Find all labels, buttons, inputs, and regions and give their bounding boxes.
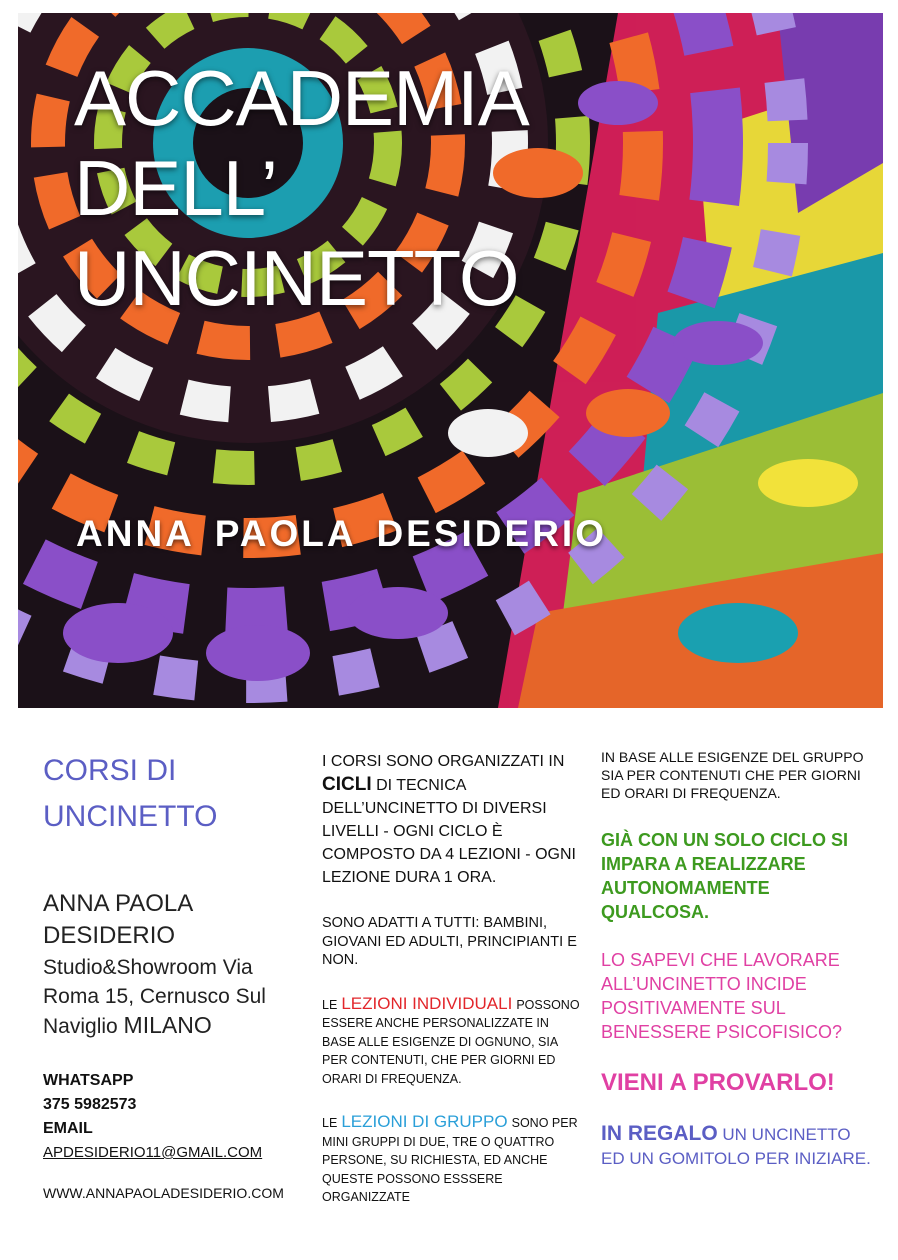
group-prefix: LE [322,1116,338,1130]
individual-highlight: LEZIONI INDIVIDUALI [341,993,513,1013]
middle-column [322,740,584,1207]
city: MILANO [123,1012,212,1038]
gift-lead: IN REGALO [601,1122,718,1145]
author-name: ANNA PAOLA DESIDERIO [43,890,192,949]
right-column [601,740,871,1171]
cycles-text-a: I CORSI SONO ORGANIZZATI IN [322,753,565,770]
cycles-text-b: DI TECNICA DELL’UNCINETTO DI DIVERSI LIVELLI - OGNI CICLO È COMPOSTO DA 4 LEZIONI - OGNI LEZIONE DURA 1 ORA. [322,777,576,886]
cycles-paragraph [322,750,584,889]
individual-paragraph [322,995,584,1089]
gift-text: UN UNCINETTO ED UN GOMITOLO PER INIZIARE. [601,1125,871,1168]
left-column [43,740,313,1203]
hero-author: ANNA PAOLA DESIDERIO [76,513,607,554]
courses-title: CORSI DI UNCINETTO [43,754,218,833]
address-line: Studio&Showroom Via Roma 15, Cernusco Sul Naviglio [43,956,266,1038]
group-paragraph [322,1113,584,1207]
hero-image [18,13,883,708]
individual-text: POSSONO ESSERE ANCHE PERSONALIZZATE IN BASE ALLE ESIGENZE DI OGNUNO, SIA PER CONTENUTI, CHE PER GIORNI ED ORARI DI FREQUENZA. [322,997,580,1086]
group-continuation: IN BASE ALLE ESIGENZE DEL GRUPPO SIA PER CONTENUTI CHE PER GIORNI ED ORARI DI FREQUENZA. [601,749,864,801]
whatsapp-label: WHATSAPP [43,1072,134,1089]
individual-prefix: LE [322,997,338,1012]
audience-paragraph: SONO ADATTI A TUTTI: BAMBINI, GIOVANI ED ADULTI, PRINCIPIANTI E NON. [322,915,577,968]
wellbeing-question: LO SAPEVI CHE LAVORARE ALL’UNCINETTO INCIDE POSITIVAMENTE SUL BENESSERE PSICOFISICO? [601,950,843,1042]
group-text: SONO PER MINI GRUPPI DI DUE, TRE O QUATTRO PERSONE, SU RICHIESTA, ED ANCHE QUESTE POSSONO ESSSERE ORGANIZZATE [322,1116,578,1204]
title-line-3: UNCINETTO [74,234,519,322]
contact-block [43,1069,313,1165]
email-label: EMAIL [43,1120,93,1137]
gift-note [601,1122,871,1171]
one-cycle-note: GIÀ CON UN SOLO CICLO SI IMPARA A REALIZZARE AUTONOMAMENTE QUALCOSA. [601,830,849,922]
cycles-highlight: CICLI [322,774,372,795]
website-link[interactable]: WWW.ANNAPAOLADESIDERIO.COM [43,1185,284,1201]
address [43,953,313,1041]
call-to-action: VIENI A PROVARLO! [601,1069,835,1096]
group-highlight: LEZIONI DI GRUPPO [341,1112,508,1131]
email-link[interactable]: APDESIDERIO11@GMAIL.COM [43,1144,263,1161]
title-line-1: ACCADEMIA [74,54,529,142]
hero-title [70,53,529,323]
title-line-2: DELL’ [74,144,278,232]
phone-number[interactable]: 375 5982573 [43,1096,137,1113]
